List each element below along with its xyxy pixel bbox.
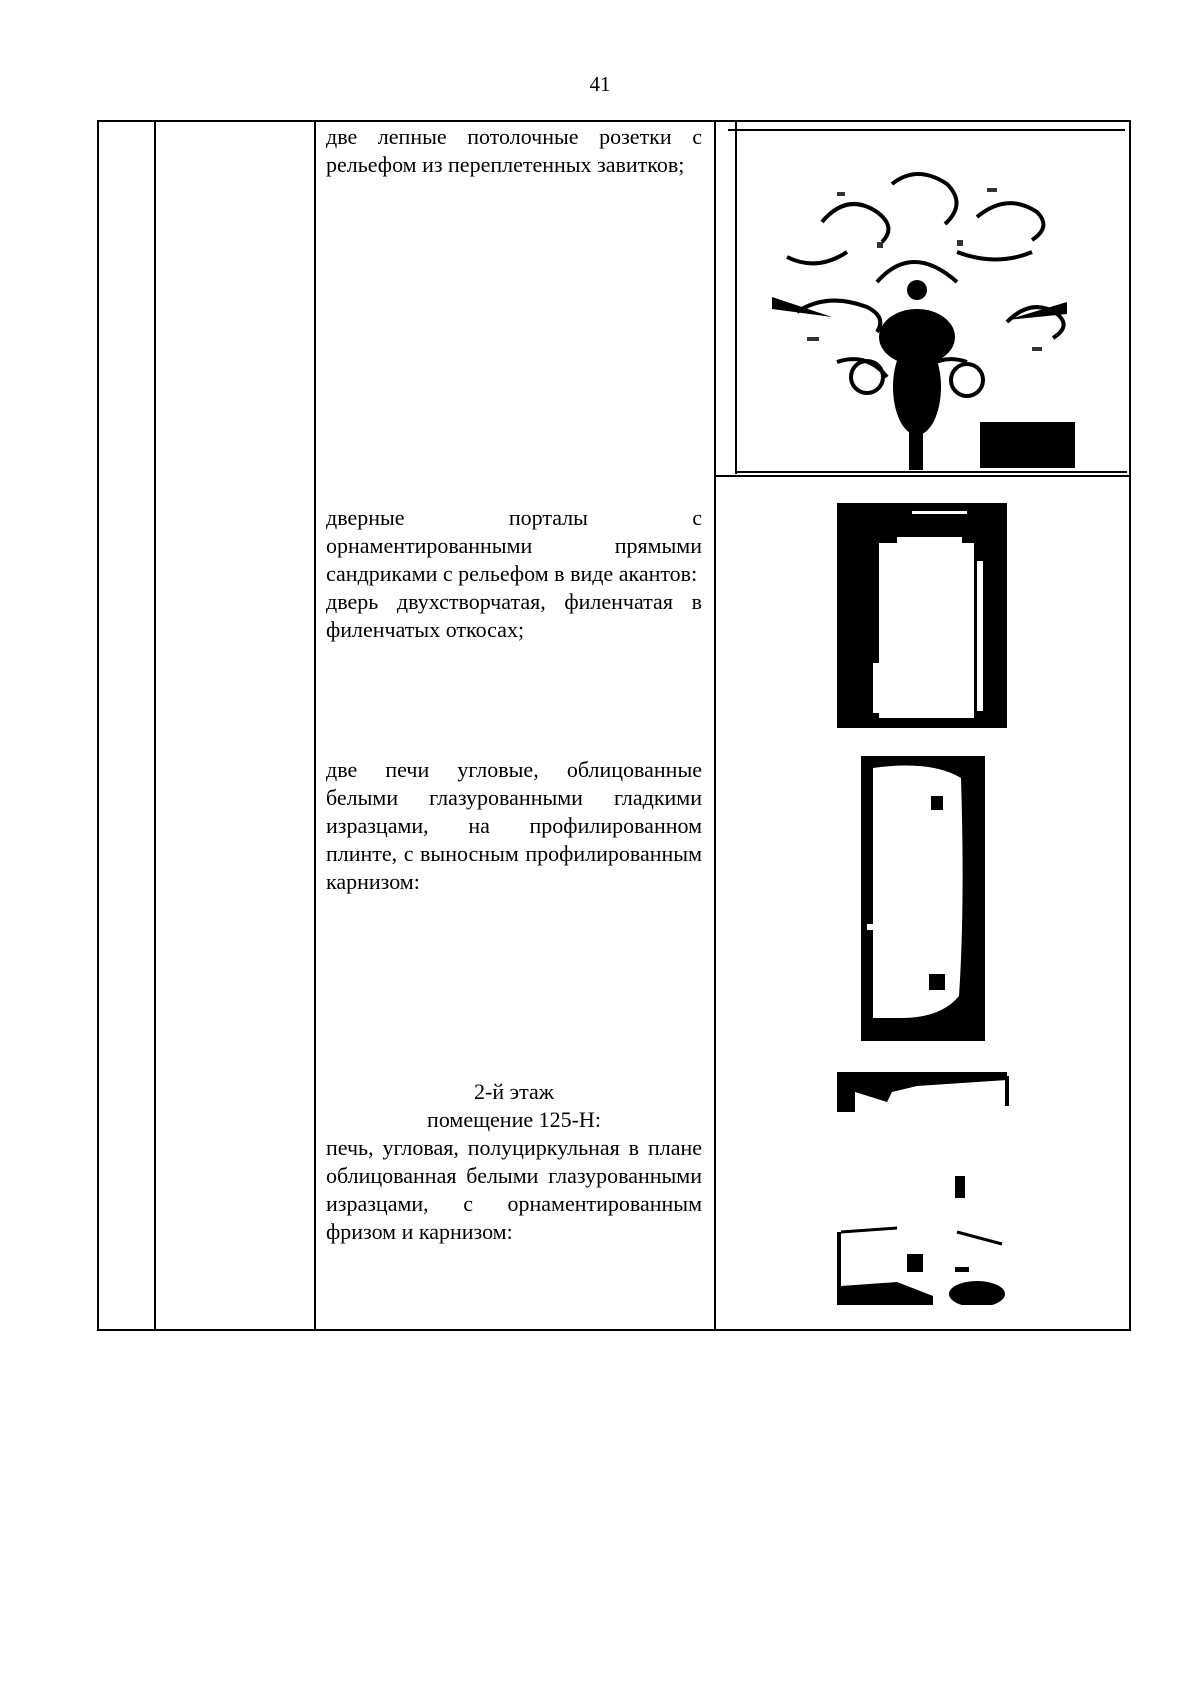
column-divider-3 <box>714 120 716 1331</box>
door-portal-image <box>837 503 1007 728</box>
table-right-border <box>1129 120 1131 1331</box>
entry-2-description: дверные порталы с орнаментированными прямыми сандриками с рельефом в виде акантов: дверь двухстворчатая, филенчатая в филенчатых откосах; <box>326 505 702 642</box>
column-divider-1 <box>154 120 156 1331</box>
floor-heading: 2-й этаж <box>474 1079 554 1104</box>
corner-stove-image <box>861 756 985 1041</box>
door-portal-photo <box>837 503 1007 728</box>
corner-stove-photo <box>861 756 985 1041</box>
column-divider-2 <box>314 120 316 1331</box>
room-heading: помещение 125-Н: <box>427 1107 601 1132</box>
rosette-image <box>727 122 1127 474</box>
objects-table <box>97 120 1131 1331</box>
entry-3-description: две печи угловые, облицованные белыми глазурованными гладкими изразцами, на профилированном плинте, с выносным профилированным карнизом: <box>326 757 702 894</box>
entry-1-description: две лепные потолочные розетки с рельефом из переплетенных завитков; <box>326 124 702 177</box>
semicircular-stove-image <box>837 1072 1012 1305</box>
page-number: 41 <box>589 72 611 96</box>
table-bottom-border <box>97 1329 1131 1331</box>
entry-4-description: 2-й этаж помещение 125-Н: печь, угловая, полуциркульная в плане облицованная белыми глазурованными изразцами, с орнаментированным фризом и карнизом: <box>326 1079 702 1244</box>
semicircular-stove-photo <box>837 1072 1012 1305</box>
photo-row-divider <box>716 475 1131 477</box>
ceiling-rosette-photo <box>727 122 1127 474</box>
table-left-border <box>97 120 99 1331</box>
